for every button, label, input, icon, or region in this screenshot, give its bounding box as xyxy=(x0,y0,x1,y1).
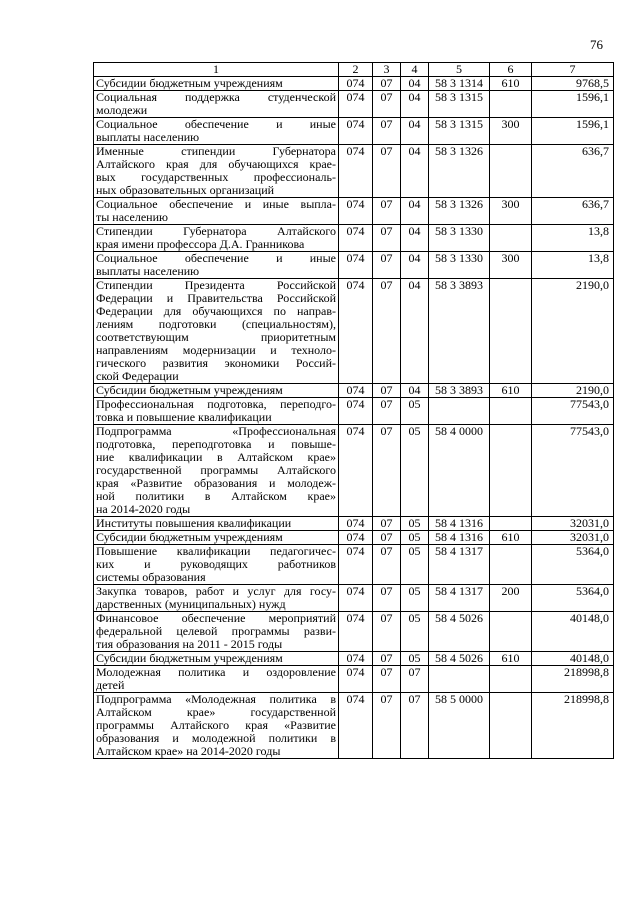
amount-cell: 1596,1 xyxy=(532,91,614,118)
expense-type-cell xyxy=(490,612,532,652)
table-row xyxy=(94,585,614,612)
amount-cell: 218998,8 xyxy=(532,666,614,693)
description-cell xyxy=(94,531,339,545)
description-line: товка и повышение квалификации xyxy=(96,410,272,424)
amount-cell: 2190,0 xyxy=(532,384,614,398)
description-line: системы образования xyxy=(96,570,206,584)
subsection-code-cell: 05 xyxy=(401,425,429,517)
description-cell xyxy=(94,145,339,198)
description-cell xyxy=(94,198,339,225)
section-code-cell: 07 xyxy=(373,398,401,425)
amount-cell: 5364,0 xyxy=(532,585,614,612)
expense-type-cell xyxy=(490,279,532,384)
description-line: ной политики в Алтайском крае» xyxy=(96,489,336,503)
subsection-code-cell: 04 xyxy=(401,225,429,252)
target-article-cell: 58 4 5026 xyxy=(429,612,490,652)
description-cell xyxy=(94,612,339,652)
budget-table xyxy=(93,62,614,759)
target-article-cell: 58 4 5026 xyxy=(429,652,490,666)
ministry-code-cell: 074 xyxy=(339,517,373,531)
amount-cell: 32031,0 xyxy=(532,531,614,545)
description-line: тия образования на 2011 - 2015 годы xyxy=(96,637,283,651)
table-row xyxy=(94,225,614,252)
description-line: выплаты населению xyxy=(96,264,200,278)
target-article-cell: 58 4 0000 xyxy=(429,425,490,517)
subsection-code-cell: 04 xyxy=(401,145,429,198)
column-header: 7 xyxy=(532,63,614,77)
section-code-cell: 07 xyxy=(373,279,401,384)
table-row xyxy=(94,545,614,585)
expense-type-cell xyxy=(490,145,532,198)
target-article-cell: 58 4 1316 xyxy=(429,517,490,531)
table-row xyxy=(94,425,614,517)
section-code-cell: 07 xyxy=(373,384,401,398)
description-line: Закупка товаров, работ и услуг для госу- xyxy=(96,584,336,598)
amount-cell: 40148,0 xyxy=(532,652,614,666)
table-row xyxy=(94,666,614,693)
target-article-cell: 58 3 1326 xyxy=(429,145,490,198)
column-header: 6 xyxy=(490,63,532,77)
section-code-cell: 07 xyxy=(373,118,401,145)
target-article-cell: 58 3 1330 xyxy=(429,225,490,252)
table-row xyxy=(94,652,614,666)
expense-type-cell xyxy=(490,425,532,517)
description-line: соответствующим приоритетным xyxy=(96,330,336,344)
description-line: Федерации для обучающихся по направ- xyxy=(96,304,336,318)
ministry-code-cell: 074 xyxy=(339,612,373,652)
description-line: Стипендии Губернатора Алтайского xyxy=(96,224,336,238)
amount-cell: 13,8 xyxy=(532,225,614,252)
description-line: Повышение квалификации педагогичес- xyxy=(96,544,336,558)
table-row xyxy=(94,118,614,145)
table-row xyxy=(94,252,614,279)
description-cell xyxy=(94,666,339,693)
amount-cell: 218998,8 xyxy=(532,693,614,759)
description-line: Социальное обеспечение и иные выпла- xyxy=(96,197,336,211)
section-code-cell: 07 xyxy=(373,652,401,666)
section-code-cell: 07 xyxy=(373,693,401,759)
section-code-cell: 07 xyxy=(373,531,401,545)
table-row xyxy=(94,384,614,398)
table-row xyxy=(94,145,614,198)
target-article-cell xyxy=(429,666,490,693)
subsection-code-cell: 05 xyxy=(401,545,429,585)
description-line: Алтайском крае» государственной xyxy=(96,705,336,719)
subsection-code-cell: 04 xyxy=(401,252,429,279)
description-line: детей xyxy=(96,678,125,692)
description-cell xyxy=(94,652,339,666)
description-line: вых государственных профессиональ- xyxy=(96,170,336,184)
target-article-cell xyxy=(429,398,490,425)
description-line: Субсидии бюджетным учреждениям xyxy=(96,651,283,665)
description-line: гического развития экономики Россий- xyxy=(96,356,336,370)
amount-cell: 1596,1 xyxy=(532,118,614,145)
ministry-code-cell: 074 xyxy=(339,652,373,666)
description-line: лениям подготовки (специальностям), xyxy=(96,317,336,331)
ministry-code-cell: 074 xyxy=(339,545,373,585)
description-line: федеральной целевой программы разви- xyxy=(96,624,336,638)
expense-type-cell: 300 xyxy=(490,198,532,225)
description-line: ской Федерации xyxy=(96,369,179,383)
description-cell xyxy=(94,118,339,145)
target-article-cell: 58 3 1315 xyxy=(429,91,490,118)
amount-cell: 636,7 xyxy=(532,198,614,225)
description-cell xyxy=(94,545,339,585)
description-line: Именные стипендии Губернатора xyxy=(96,144,336,158)
target-article-cell: 58 3 1314 xyxy=(429,77,490,91)
ministry-code-cell: 074 xyxy=(339,384,373,398)
table-row xyxy=(94,612,614,652)
ministry-code-cell: 074 xyxy=(339,77,373,91)
section-code-cell: 07 xyxy=(373,225,401,252)
expense-type-cell: 610 xyxy=(490,77,532,91)
expense-type-cell xyxy=(490,693,532,759)
amount-cell: 13,8 xyxy=(532,252,614,279)
description-line: Субсидии бюджетным учреждениям xyxy=(96,383,283,397)
description-cell xyxy=(94,425,339,517)
description-line: подготовка, переподготовка и повыше- xyxy=(96,437,336,451)
description-line: ты населению xyxy=(96,210,168,224)
subsection-code-cell: 05 xyxy=(401,398,429,425)
column-header: 2 xyxy=(339,63,373,77)
expense-type-cell xyxy=(490,545,532,585)
section-code-cell: 07 xyxy=(373,545,401,585)
description-line: Молодежная политика и оздоровление xyxy=(96,665,336,679)
description-line: ких и руководящих работников xyxy=(96,557,336,571)
section-code-cell: 07 xyxy=(373,252,401,279)
description-line: Стипендии Президента Российской xyxy=(96,278,336,292)
table-row xyxy=(94,198,614,225)
description-line: Финансовое обеспечение мероприятий xyxy=(96,611,336,625)
description-line: Субсидии бюджетным учреждениям xyxy=(96,530,283,544)
description-line: молодежи xyxy=(96,103,148,117)
expense-type-cell: 300 xyxy=(490,252,532,279)
subsection-code-cell: 05 xyxy=(401,517,429,531)
description-line: Социальная поддержка студенческой xyxy=(96,90,336,104)
description-line: Социальное обеспечение и иные xyxy=(96,117,336,131)
expense-type-cell: 610 xyxy=(490,652,532,666)
column-header: 5 xyxy=(429,63,490,77)
description-cell xyxy=(94,252,339,279)
description-cell xyxy=(94,91,339,118)
ministry-code-cell: 074 xyxy=(339,91,373,118)
description-line: края имени профессора Д.А. Гранникова xyxy=(96,237,305,251)
table-header-row xyxy=(94,63,614,77)
subsection-code-cell: 04 xyxy=(401,279,429,384)
subsection-code-cell: 04 xyxy=(401,91,429,118)
section-code-cell: 07 xyxy=(373,77,401,91)
table-row xyxy=(94,77,614,91)
target-article-cell: 58 5 0000 xyxy=(429,693,490,759)
ministry-code-cell: 074 xyxy=(339,425,373,517)
expense-type-cell: 610 xyxy=(490,384,532,398)
description-line: направлениям модернизации и техноло- xyxy=(96,343,336,357)
expense-type-cell xyxy=(490,91,532,118)
description-cell xyxy=(94,585,339,612)
description-line: края «Развитие образования и молодеж- xyxy=(96,476,336,490)
description-cell xyxy=(94,279,339,384)
description-cell xyxy=(94,384,339,398)
ministry-code-cell: 074 xyxy=(339,198,373,225)
description-line: государственной программы Алтайского xyxy=(96,463,336,477)
subsection-code-cell: 05 xyxy=(401,652,429,666)
table-row xyxy=(94,693,614,759)
ministry-code-cell: 074 xyxy=(339,145,373,198)
column-header: 4 xyxy=(401,63,429,77)
amount-cell: 40148,0 xyxy=(532,612,614,652)
subsection-code-cell: 07 xyxy=(401,666,429,693)
expense-type-cell xyxy=(490,398,532,425)
expense-type-cell: 200 xyxy=(490,585,532,612)
description-line: программы Алтайского края «Развитие xyxy=(96,718,336,732)
description-line: Федерации и Правительства Российской xyxy=(96,291,336,305)
description-line: Институты повышения квалификации xyxy=(96,516,292,530)
subsection-code-cell: 04 xyxy=(401,384,429,398)
ministry-code-cell: 074 xyxy=(339,252,373,279)
ministry-code-cell: 074 xyxy=(339,225,373,252)
description-cell xyxy=(94,225,339,252)
description-cell xyxy=(94,693,339,759)
section-code-cell: 07 xyxy=(373,198,401,225)
description-cell xyxy=(94,517,339,531)
amount-cell: 77543,0 xyxy=(532,398,614,425)
table-row xyxy=(94,531,614,545)
ministry-code-cell: 074 xyxy=(339,531,373,545)
description-line: образования и молодежной политики в xyxy=(96,731,336,745)
subsection-code-cell: 05 xyxy=(401,531,429,545)
description-line: ных образовательных организаций xyxy=(96,183,275,197)
ministry-code-cell: 074 xyxy=(339,666,373,693)
subsection-code-cell: 05 xyxy=(401,585,429,612)
amount-cell: 9768,5 xyxy=(532,77,614,91)
target-article-cell: 58 3 3893 xyxy=(429,384,490,398)
amount-cell: 32031,0 xyxy=(532,517,614,531)
subsection-code-cell: 05 xyxy=(401,612,429,652)
table-row xyxy=(94,91,614,118)
description-line: на 2014-2020 годы xyxy=(96,502,191,516)
target-article-cell: 58 3 1330 xyxy=(429,252,490,279)
table-row xyxy=(94,398,614,425)
section-code-cell: 07 xyxy=(373,517,401,531)
ministry-code-cell: 074 xyxy=(339,118,373,145)
section-code-cell: 07 xyxy=(373,612,401,652)
subsection-code-cell: 04 xyxy=(401,118,429,145)
description-cell xyxy=(94,77,339,91)
description-cell xyxy=(94,398,339,425)
description-line: ние квалификации в Алтайском крае» xyxy=(96,450,336,464)
ministry-code-cell: 074 xyxy=(339,398,373,425)
ministry-code-cell: 074 xyxy=(339,585,373,612)
section-code-cell: 07 xyxy=(373,91,401,118)
description-line: дарственных (муниципальных) нужд xyxy=(96,597,286,611)
target-article-cell: 58 4 1317 xyxy=(429,545,490,585)
section-code-cell: 07 xyxy=(373,666,401,693)
target-article-cell: 58 4 1316 xyxy=(429,531,490,545)
expense-type-cell xyxy=(490,225,532,252)
expense-type-cell xyxy=(490,666,532,693)
description-line: выплаты населению xyxy=(96,130,200,144)
table-body xyxy=(94,77,614,759)
amount-cell: 77543,0 xyxy=(532,425,614,517)
amount-cell: 636,7 xyxy=(532,145,614,198)
description-line: Подпрограмма «Профессиональная xyxy=(96,424,336,438)
target-article-cell: 58 3 1326 xyxy=(429,198,490,225)
description-line: Алтайском крае» на 2014-2020 годы xyxy=(96,744,281,758)
target-article-cell: 58 3 1315 xyxy=(429,118,490,145)
page-number: 76 xyxy=(590,37,603,52)
expense-type-cell xyxy=(490,517,532,531)
section-code-cell: 07 xyxy=(373,425,401,517)
column-header: 3 xyxy=(373,63,401,77)
description-line: Подпрограмма «Молодежная политика в xyxy=(96,692,336,706)
subsection-code-cell: 04 xyxy=(401,77,429,91)
subsection-code-cell: 04 xyxy=(401,198,429,225)
description-line: Социальное обеспечение и иные xyxy=(96,251,336,265)
table-row xyxy=(94,517,614,531)
target-article-cell: 58 4 1317 xyxy=(429,585,490,612)
description-line: Субсидии бюджетным учреждениям xyxy=(96,76,283,90)
description-line: Профессиональная подготовка, переподго- xyxy=(96,397,336,411)
target-article-cell: 58 3 3893 xyxy=(429,279,490,384)
ministry-code-cell: 074 xyxy=(339,693,373,759)
description-line: Алтайского края для обучающихся крае- xyxy=(96,157,336,171)
table-row xyxy=(94,279,614,384)
section-code-cell: 07 xyxy=(373,585,401,612)
expense-type-cell: 300 xyxy=(490,118,532,145)
amount-cell: 5364,0 xyxy=(532,545,614,585)
expense-type-cell: 610 xyxy=(490,531,532,545)
amount-cell: 2190,0 xyxy=(532,279,614,384)
subsection-code-cell: 07 xyxy=(401,693,429,759)
section-code-cell: 07 xyxy=(373,145,401,198)
column-header: 1 xyxy=(94,63,339,77)
ministry-code-cell: 074 xyxy=(339,279,373,384)
